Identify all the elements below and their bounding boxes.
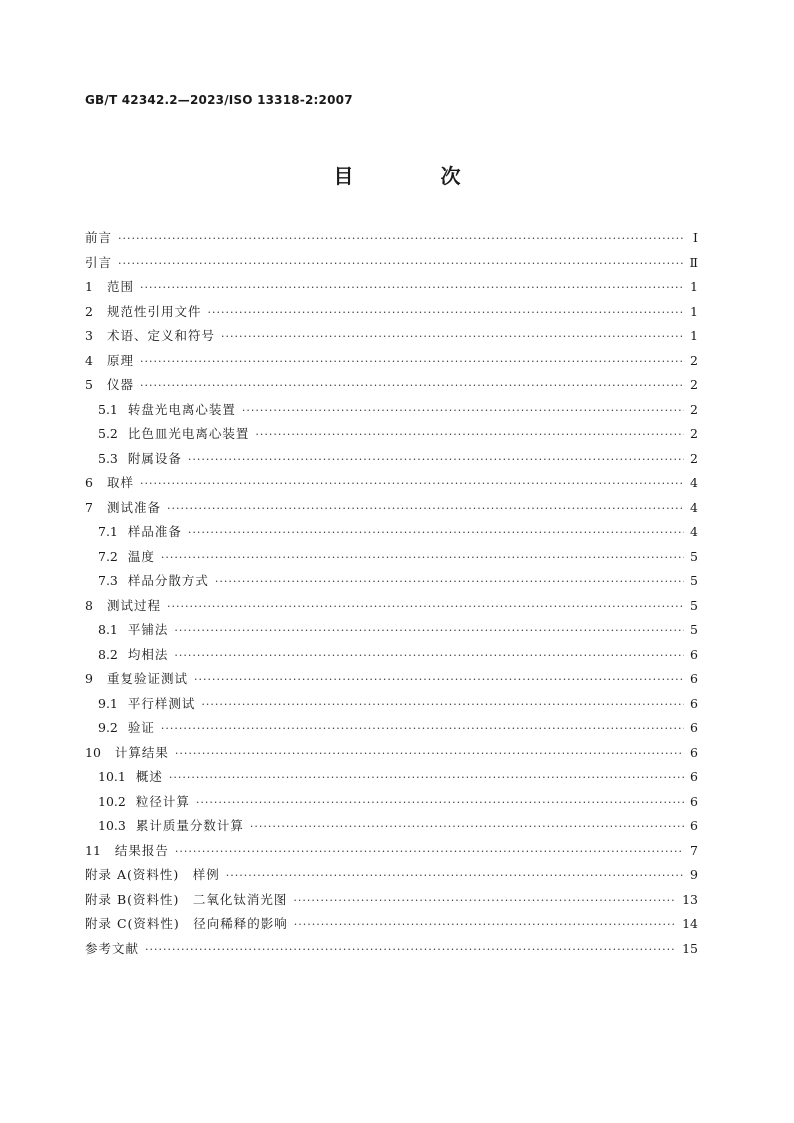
toc-entry-page: 4: [690, 499, 698, 515]
toc-leader-dots: [118, 232, 684, 245]
toc-entry[interactable]: [85, 375, 698, 400]
toc-entry-page: 6: [690, 744, 698, 760]
toc-entry-page: 2: [690, 377, 698, 392]
toc-leader-dots: [161, 551, 684, 564]
toc-entry-page: 1: [690, 328, 698, 343]
document-code: GB/T 42342.2—2023/ISO 13318-2:2007: [85, 93, 353, 107]
toc-entry[interactable]: [85, 547, 698, 572]
toc-entry[interactable]: [85, 277, 698, 302]
toc-entry-page: 4: [690, 524, 698, 539]
toc-entry[interactable]: [85, 253, 698, 278]
toc-entry-number: 3: [85, 328, 93, 343]
toc-leader-dots: [140, 379, 684, 392]
toc-leader-dots: [161, 722, 684, 735]
toc-leader-dots: [140, 477, 684, 490]
toc-entry[interactable]: [85, 645, 698, 670]
toc-entry-page: 14: [682, 916, 698, 931]
toc-entry-number: 5.2: [98, 426, 118, 441]
toc-entry-label: 粒径计算: [135, 793, 190, 809]
toc-leader-dots: [174, 624, 684, 637]
toc-entry-label: 规范性引用文件: [106, 303, 202, 319]
toc-entry-label: 比色皿光电离心装置: [127, 426, 250, 441]
toc-leader-dots: [242, 404, 684, 417]
toc-entry-page: 13: [682, 891, 698, 907]
toc-entry[interactable]: [85, 449, 698, 474]
toc-entry-label: 重复验证测试: [106, 671, 188, 686]
toc-entry-label: 参考文献: [85, 940, 140, 956]
toc-entry[interactable]: [85, 792, 698, 817]
toc-entry[interactable]: [85, 228, 698, 253]
toc-entry-label: 附属设备: [127, 450, 182, 466]
toc-entry-number: 7.2: [98, 548, 118, 564]
toc-entry-label: 术语、定义和符号: [106, 328, 215, 343]
toc-entry-label: 测试准备: [106, 499, 161, 515]
toc-leader-dots: [207, 306, 684, 319]
toc-entry-label: 平铺法: [127, 622, 169, 637]
toc-entry[interactable]: [85, 522, 698, 547]
toc-entry-page: 5: [690, 597, 698, 613]
toc-entry-page: 2: [690, 450, 698, 466]
toc-entry-page: 6: [690, 769, 698, 784]
toc-entry-label: 转盘光电离心装置: [127, 401, 236, 417]
toc-entry-label: 概述: [135, 769, 163, 784]
toc-entry-label: 引言: [85, 254, 113, 270]
toc-leader-dots: [175, 845, 684, 858]
toc-leader-dots: [201, 698, 684, 711]
toc-entry-label: 累计质量分数计算: [135, 818, 244, 833]
toc-entry-number: 7.3: [98, 573, 118, 588]
toc-entry[interactable]: [85, 669, 698, 694]
toc-entry-number: 10: [85, 744, 101, 760]
toc-entry-number: 10.2: [98, 793, 126, 809]
toc-leader-dots: [221, 330, 684, 343]
toc-entry[interactable]: [85, 302, 698, 327]
toc-entry-page: Ⅰ: [693, 230, 698, 245]
toc-entry-page: 2: [690, 426, 698, 441]
toc-entry-number: 2: [85, 303, 93, 319]
toc-entry-number: 10.1: [98, 769, 126, 784]
toc-entry-number: 9.2: [98, 720, 118, 735]
toc-leader-dots: [167, 502, 684, 515]
toc-entry-page: 6: [690, 646, 698, 662]
toc-entry[interactable]: [85, 718, 698, 743]
toc-entry-number: 9.1: [98, 695, 118, 711]
toc-entry-label: 附录 B(资料性) 二氧化钛消光图: [85, 891, 288, 907]
toc-entry[interactable]: [85, 400, 698, 425]
toc-entry-number: 7.1: [98, 524, 118, 539]
toc-entry[interactable]: [85, 890, 698, 915]
toc-entry-label: 范围: [106, 279, 134, 294]
toc-entry-page: 2: [690, 401, 698, 417]
toc-entry-page: Ⅱ: [689, 254, 698, 270]
toc-entry[interactable]: [85, 473, 698, 498]
toc-entry[interactable]: [85, 596, 698, 621]
toc-leader-dots: [215, 575, 684, 588]
toc-entry-label: 附录 A(资料性) 样例: [85, 867, 220, 882]
toc-entry[interactable]: [85, 743, 698, 768]
toc-entry-label: 验证: [127, 720, 155, 735]
toc-entry[interactable]: [85, 865, 698, 890]
toc-entry[interactable]: [85, 424, 698, 449]
toc-entry-page: 6: [690, 720, 698, 735]
toc-entry-number: 8.2: [98, 646, 118, 662]
toc-entry[interactable]: [85, 841, 698, 866]
toc-entry-number: 1: [85, 279, 93, 294]
toc-entry-label: 取样: [106, 475, 134, 490]
toc-entry[interactable]: [85, 816, 698, 841]
toc-leader-dots: [188, 526, 684, 539]
toc-entry-page: 9: [690, 867, 698, 882]
toc-entry-label: 仪器: [106, 377, 134, 392]
toc-leader-dots: [167, 600, 684, 613]
toc-entry-label: 前言: [85, 230, 113, 245]
toc-entry-number: 11: [85, 842, 101, 858]
toc-entry-page: 1: [690, 303, 698, 319]
toc-entry-page: 5: [690, 548, 698, 564]
toc-entry-number: 10.3: [98, 818, 126, 833]
toc-entry-number: 5.3: [98, 450, 118, 466]
toc-entry[interactable]: [85, 694, 698, 719]
toc-leader-dots: [294, 918, 676, 931]
toc-entry-label: 计算结果: [114, 744, 169, 760]
toc-entry-page: 6: [690, 793, 698, 809]
toc-entry-page: 6: [690, 818, 698, 833]
toc-leader-dots: [188, 453, 684, 466]
toc-entry-label: 原理: [106, 352, 134, 368]
toc-entry-label: 附录 C(资料性) 径向稀释的影响: [85, 916, 288, 931]
toc-entry-number: 9: [85, 671, 93, 686]
toc-entry-number: 8.1: [98, 622, 118, 637]
toc-entry-label: 测试过程: [106, 597, 161, 613]
toc-leader-dots: [226, 869, 684, 882]
toc-entry-page: 2: [690, 352, 698, 368]
toc-leader-dots: [194, 673, 684, 686]
toc-leader-dots: [250, 820, 684, 833]
toc-entry-label: 样品分散方式: [127, 573, 209, 588]
toc-entry[interactable]: [85, 767, 698, 792]
toc-leader-dots: [293, 894, 676, 907]
toc-entry-label: 结果报告: [114, 842, 169, 858]
toc-leader-dots: [174, 649, 684, 662]
toc-entry-number: 7: [85, 499, 93, 515]
toc-entry-page: 15: [682, 940, 698, 956]
toc-entry-label: 样品准备: [127, 524, 182, 539]
toc-entry-label: 均相法: [127, 646, 169, 662]
toc-entry[interactable]: [85, 620, 698, 645]
toc-entry-page: 1: [690, 279, 698, 294]
toc-title: 目 次: [333, 164, 501, 188]
toc-leader-dots: [118, 257, 683, 270]
toc-entry-page: 4: [690, 475, 698, 490]
toc-leader-dots: [255, 428, 684, 441]
toc-leader-dots: [169, 771, 684, 784]
toc-entry-page: 5: [690, 573, 698, 588]
toc-entry[interactable]: [85, 326, 698, 351]
toc-entry[interactable]: [85, 351, 698, 376]
toc-list: [85, 228, 698, 963]
toc-entry-number: 5: [85, 377, 93, 392]
toc-leader-dots: [145, 943, 676, 956]
toc-entry-number: 5.1: [98, 401, 118, 417]
toc-entry-page: 5: [690, 622, 698, 637]
toc-leader-dots: [140, 281, 684, 294]
toc-entry-page: 6: [690, 671, 698, 686]
toc-entry[interactable]: [85, 914, 698, 939]
toc-entry-number: 4: [85, 352, 93, 368]
toc-leader-dots: [196, 796, 684, 809]
toc-entry[interactable]: [85, 498, 698, 523]
toc-entry-page: 7: [690, 842, 698, 858]
toc-leader-dots: [140, 355, 684, 368]
toc-entry-page: 6: [690, 695, 698, 711]
toc-entry-label: 平行样测试: [127, 695, 196, 711]
toc-entry[interactable]: [85, 571, 698, 596]
toc-entry-number: 8: [85, 597, 93, 613]
toc-leader-dots: [175, 747, 684, 760]
toc-entry[interactable]: [85, 939, 698, 964]
toc-entry-number: 6: [85, 475, 93, 490]
toc-entry-label: 温度: [127, 548, 155, 564]
